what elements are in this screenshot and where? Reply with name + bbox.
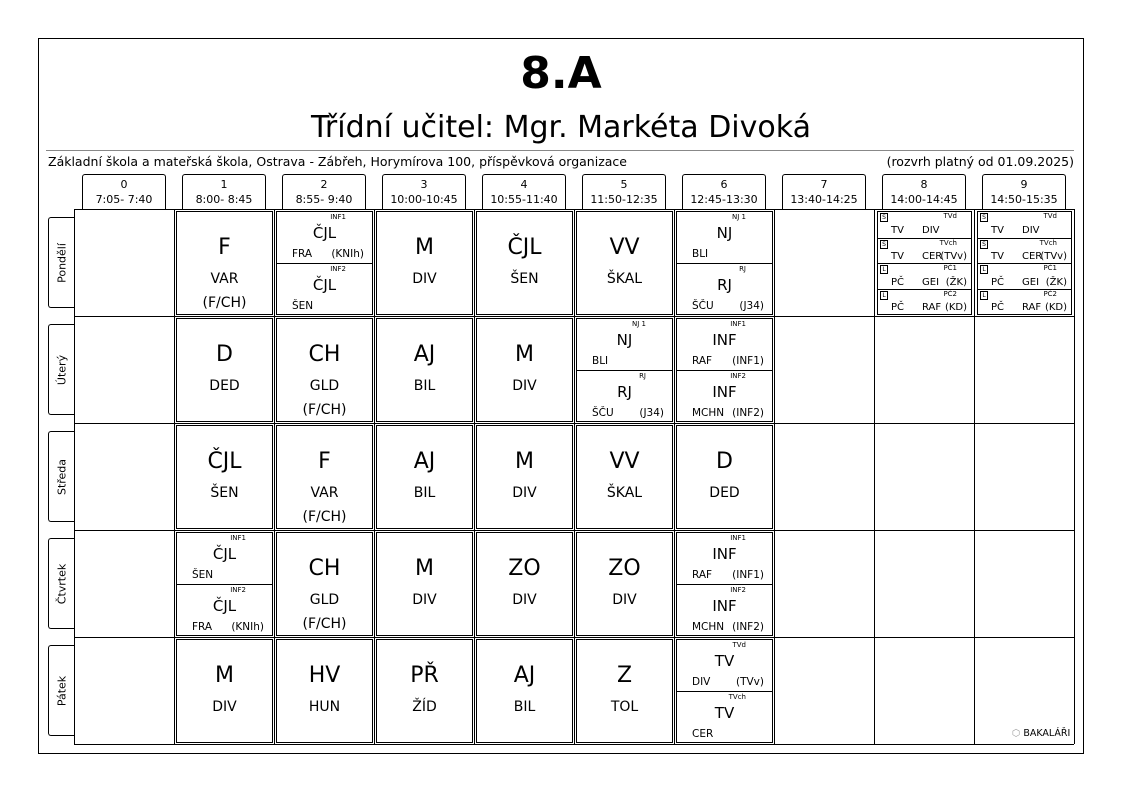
subject-abbr: PČ xyxy=(991,302,1005,313)
hour-number: 6 xyxy=(720,178,728,191)
lesson-quarter xyxy=(978,263,1071,290)
week-cycle-badge: S xyxy=(880,213,888,222)
hour-time: 8:55- 9:40 xyxy=(295,193,353,206)
room-label: (KNIh) xyxy=(331,248,364,260)
grid-col-line xyxy=(874,209,875,744)
group-label: TVch xyxy=(939,238,957,247)
subject-abbr: PŘ xyxy=(410,663,439,688)
lesson-cell xyxy=(676,318,773,422)
teacher-abbr: BLI xyxy=(592,355,609,367)
lesson-half xyxy=(677,640,772,691)
subject-abbr: Z xyxy=(616,663,633,688)
hour-number: 3 xyxy=(420,178,428,191)
group-label: INF2 xyxy=(230,586,246,594)
lesson-half xyxy=(177,533,272,584)
week-cycle-badge: L xyxy=(980,291,988,300)
day-name: Pondělí xyxy=(55,242,68,283)
hour-time: 8:00- 8:45 xyxy=(195,193,253,206)
teacher-abbr: DIV xyxy=(922,224,940,236)
week-cycle-badge: S xyxy=(880,240,888,249)
logo-text: BAKALÁŘI xyxy=(1023,728,1071,739)
bakalari-logo xyxy=(1012,728,1070,740)
subject-abbr: NJ xyxy=(716,224,733,242)
group-label: TVch xyxy=(1039,238,1057,247)
teacher-abbr: DIV xyxy=(412,592,437,608)
day-label xyxy=(48,538,74,629)
teacher-abbr: RAF xyxy=(1022,302,1042,313)
subject-abbr: NJ xyxy=(616,331,633,349)
group-label: RJ xyxy=(639,372,646,380)
subject-abbr: INF xyxy=(712,331,737,349)
lesson-quarter xyxy=(878,263,971,290)
group-label: INF1 xyxy=(230,534,246,542)
hour-header xyxy=(882,174,966,210)
room-label: (J34) xyxy=(639,407,664,419)
hour-header xyxy=(382,174,466,210)
day-name: Čtvrtek xyxy=(55,563,68,604)
lesson-half xyxy=(677,263,772,315)
teacher-abbr: ŠEN xyxy=(210,485,239,501)
header-divider xyxy=(46,150,1074,151)
subject-abbr: TV xyxy=(991,224,1004,236)
subject-abbr: F xyxy=(218,235,231,260)
hour-header xyxy=(282,174,366,210)
subject-abbr: PČ xyxy=(891,276,905,288)
hour-number: 0 xyxy=(120,178,128,191)
lesson-cell xyxy=(676,639,773,743)
hour-header xyxy=(482,174,566,210)
hour-header xyxy=(982,174,1066,210)
subject-abbr: HV xyxy=(308,663,341,688)
subject-abbr: TV xyxy=(991,251,1004,262)
subject-abbr: D xyxy=(716,449,733,474)
room-label: (INF2) xyxy=(732,621,764,633)
hour-number: 7 xyxy=(820,178,828,191)
day-name: Středa xyxy=(55,458,68,495)
group-label: INF2 xyxy=(730,372,746,380)
lesson-cell xyxy=(676,532,773,636)
lesson-half xyxy=(677,533,772,584)
hour-header xyxy=(782,174,866,210)
room-label: (F/CH) xyxy=(302,509,347,525)
subject-abbr: AJ xyxy=(413,342,436,367)
subject-abbr: VV xyxy=(609,449,640,474)
day-label xyxy=(48,431,74,522)
lesson-cell xyxy=(676,211,773,315)
subject-abbr: RJ xyxy=(617,383,632,401)
week-cycle-badge: S xyxy=(980,240,988,249)
room-label: (TVv) xyxy=(735,676,764,688)
teacher-abbr: ŠČU xyxy=(692,300,714,312)
subject-abbr: M xyxy=(215,663,234,688)
teacher-abbr: RAF xyxy=(692,355,713,367)
day-label xyxy=(48,217,74,308)
lesson-cell xyxy=(476,425,573,529)
group-label: TVch xyxy=(728,693,746,701)
lesson-cell xyxy=(376,211,473,315)
day-name: Pátek xyxy=(55,675,68,706)
school-name: Základní škola a mateřská škola, Ostrava - Zábřeh, Horymírova 100, příspěvková organizace xyxy=(48,154,627,169)
grid-row-line xyxy=(74,744,1074,745)
hour-number: 2 xyxy=(320,178,328,191)
room-label: (TVv) xyxy=(1040,251,1067,262)
lesson-cell xyxy=(176,211,273,315)
subject-abbr: TV xyxy=(714,704,735,722)
hour-header xyxy=(82,174,166,210)
lesson-cell xyxy=(576,639,673,743)
subject-abbr: CH xyxy=(308,556,341,581)
hexagon-icon: ⬡ xyxy=(1012,728,1021,739)
lesson-cell xyxy=(676,425,773,529)
teacher-abbr: ŠEN xyxy=(510,271,539,287)
teacher-abbr: DED xyxy=(709,485,740,501)
teacher-abbr: ŠEN xyxy=(292,300,314,312)
grid-col-line xyxy=(374,209,375,744)
teacher-abbr: ŽÍD xyxy=(412,699,437,715)
group-label: INF2 xyxy=(730,586,746,594)
grid-col-line xyxy=(74,209,75,744)
teacher-abbr: ŠEN xyxy=(192,569,214,581)
group-label: RJ xyxy=(739,265,746,273)
teacher-abbr: DIV xyxy=(512,485,537,501)
lesson-cell xyxy=(977,211,1072,315)
teacher-abbr: BIL xyxy=(413,485,436,501)
hour-number: 1 xyxy=(220,178,228,191)
teacher-abbr: GEI xyxy=(922,276,940,288)
hour-header xyxy=(182,174,266,210)
hour-number: 9 xyxy=(1020,178,1028,191)
hour-number: 5 xyxy=(620,178,628,191)
day-label xyxy=(48,645,74,736)
lesson-cell xyxy=(476,318,573,422)
lesson-half xyxy=(177,584,272,636)
lesson-half xyxy=(577,319,672,370)
grid-col-line xyxy=(174,209,175,744)
class-title: 8.A xyxy=(520,48,602,99)
week-cycle-badge: L xyxy=(980,265,988,274)
hour-number: 4 xyxy=(520,178,528,191)
group-label: TVd xyxy=(943,212,957,220)
grid-col-line xyxy=(474,209,475,744)
teacher-abbr: DED xyxy=(209,378,240,394)
teacher-abbr: CER xyxy=(922,251,943,262)
subject-abbr: ČJL xyxy=(312,276,337,294)
hour-time: 10:00-10:45 xyxy=(390,193,458,206)
subject-abbr: VV xyxy=(609,235,640,260)
subject-abbr: ČJL xyxy=(207,449,242,474)
room-label: (F/CH) xyxy=(202,295,247,311)
subject-abbr: TV xyxy=(714,652,735,670)
teacher-abbr: DIV xyxy=(212,699,237,715)
teacher-abbr: DIV xyxy=(412,271,437,287)
teacher-abbr: DIV xyxy=(1022,224,1040,236)
lesson-quarter xyxy=(978,289,1071,316)
lesson-cell xyxy=(276,639,373,743)
teacher-abbr: BIL xyxy=(413,378,436,394)
teacher-abbr: ŠČU xyxy=(592,407,614,419)
lesson-cell xyxy=(376,532,473,636)
lesson-cell xyxy=(376,318,473,422)
group-label: INF1 xyxy=(730,534,746,542)
teacher-abbr: FRA xyxy=(192,621,213,633)
group-label: INF1 xyxy=(330,213,346,221)
lesson-cell xyxy=(576,211,673,315)
subject-abbr: INF xyxy=(712,597,737,615)
grid-col-line xyxy=(274,209,275,744)
subject-abbr: AJ xyxy=(513,663,536,688)
lesson-half xyxy=(677,584,772,636)
lesson-cell xyxy=(176,425,273,529)
hour-time: 14:50-15:35 xyxy=(990,193,1058,206)
lesson-cell xyxy=(476,532,573,636)
week-cycle-badge: L xyxy=(880,265,888,274)
lesson-cell xyxy=(476,639,573,743)
subject-abbr: ČJL xyxy=(507,235,542,260)
subject-abbr: INF xyxy=(712,383,737,401)
room-label: (INF2) xyxy=(732,407,764,419)
lesson-cell xyxy=(276,425,373,529)
group-label: PČ2 xyxy=(1043,289,1057,298)
lesson-cell xyxy=(176,639,273,743)
lesson-cell xyxy=(276,318,373,422)
room-label: (TVv) xyxy=(940,251,967,262)
group-label: PČ2 xyxy=(943,289,957,298)
teacher-abbr: VAR xyxy=(310,485,339,501)
subject-abbr: AJ xyxy=(413,449,436,474)
class-teacher: Třídní učitel: Mgr. Markéta Divoká xyxy=(311,110,811,145)
subject-abbr: ZO xyxy=(508,556,541,581)
teacher-abbr: MCHN xyxy=(692,407,725,419)
teacher-abbr: DIV xyxy=(612,592,637,608)
teacher-abbr: DIV xyxy=(692,676,711,688)
room-label: (INF1) xyxy=(732,355,764,367)
lesson-cell xyxy=(176,532,273,636)
hour-time: 14:00-14:45 xyxy=(890,193,958,206)
lesson-cell xyxy=(877,211,972,315)
lesson-cell xyxy=(576,425,673,529)
teacher-abbr: RAF xyxy=(922,302,942,313)
subject-abbr: ZO xyxy=(608,556,641,581)
lesson-half xyxy=(277,263,372,315)
teacher-abbr: DIV xyxy=(512,378,537,394)
lesson-cell xyxy=(476,211,573,315)
grid-col-line xyxy=(1074,209,1075,744)
lesson-cell xyxy=(276,532,373,636)
subject-abbr: ČJL xyxy=(212,597,237,615)
subject-abbr: INF xyxy=(712,545,737,563)
lesson-cell xyxy=(276,211,373,315)
room-label: (KD) xyxy=(944,302,967,313)
lesson-half xyxy=(277,212,372,263)
subject-abbr: M xyxy=(415,556,434,581)
room-label: (KNIh) xyxy=(231,621,264,633)
lesson-half xyxy=(677,319,772,370)
teacher-abbr: CER xyxy=(1022,251,1043,262)
subject-abbr: M xyxy=(415,235,434,260)
hour-time: 13:40-14:25 xyxy=(790,193,858,206)
subject-abbr: PČ xyxy=(891,302,905,313)
lesson-quarter xyxy=(978,212,1071,238)
teacher-abbr: FRA xyxy=(292,248,313,260)
room-label: (KD) xyxy=(1044,302,1067,313)
lesson-cell xyxy=(376,639,473,743)
lesson-cell xyxy=(376,425,473,529)
hour-time: 12:45-13:30 xyxy=(690,193,758,206)
room-label: (J34) xyxy=(739,300,764,312)
group-label: INF1 xyxy=(730,320,746,328)
group-label: TVd xyxy=(1043,212,1057,220)
hour-header xyxy=(582,174,666,210)
teacher-abbr: HUN xyxy=(308,699,341,715)
validity-date: (rozvrh platný od 01.09.2025) xyxy=(886,154,1074,169)
lesson-quarter xyxy=(878,289,971,316)
group-label: PČ1 xyxy=(1043,264,1057,272)
subject-abbr: ČJL xyxy=(212,545,237,563)
lesson-cell xyxy=(576,318,673,422)
week-cycle-badge: S xyxy=(980,213,988,222)
group-label: NJ 1 xyxy=(632,320,646,328)
hour-time: 7:05- 7:40 xyxy=(95,193,153,206)
subject-abbr: ČJL xyxy=(312,224,337,242)
teacher-abbr: TOL xyxy=(610,699,639,715)
room-label: (F/CH) xyxy=(302,616,347,632)
hour-time: 11:50-12:35 xyxy=(590,193,658,206)
lesson-quarter xyxy=(878,212,971,238)
room-label: (ŽK) xyxy=(1045,276,1067,288)
teacher-abbr: DIV xyxy=(512,592,537,608)
day-label xyxy=(48,324,74,415)
teacher-abbr: GLD xyxy=(309,378,340,394)
teacher-abbr: BLI xyxy=(692,248,709,260)
teacher-abbr: ŠKAL xyxy=(606,271,643,287)
room-label: (F/CH) xyxy=(302,402,347,418)
grid-col-line xyxy=(574,209,575,744)
subject-abbr: D xyxy=(216,342,233,367)
lesson-half xyxy=(577,370,672,422)
room-label: (INF1) xyxy=(732,569,764,581)
lesson-cell xyxy=(576,532,673,636)
teacher-abbr: CER xyxy=(692,728,714,740)
room-label: (ŽK) xyxy=(945,276,967,288)
teacher-abbr: GEI xyxy=(1022,276,1040,288)
teacher-abbr: BIL xyxy=(513,699,536,715)
subject-abbr: M xyxy=(515,449,534,474)
subject-abbr: TV xyxy=(891,251,904,262)
lesson-quarter xyxy=(978,238,1071,265)
lesson-half xyxy=(677,691,772,743)
group-label: TVd xyxy=(732,641,746,649)
grid-col-line xyxy=(974,209,975,744)
subject-abbr: RJ xyxy=(717,276,732,294)
hour-time: 10:55-11:40 xyxy=(490,193,558,206)
day-name: Úterý xyxy=(55,354,68,385)
teacher-abbr: VAR xyxy=(210,271,239,287)
lesson-quarter xyxy=(878,238,971,265)
subject-abbr: F xyxy=(318,449,331,474)
grid-col-line xyxy=(674,209,675,744)
subject-abbr: TV xyxy=(891,224,904,236)
subject-abbr: PČ xyxy=(991,276,1005,288)
grid-col-line xyxy=(774,209,775,744)
group-label: NJ 1 xyxy=(732,213,746,221)
group-label: PČ1 xyxy=(943,264,957,272)
teacher-abbr: ŠKAL xyxy=(606,485,643,501)
subject-abbr: CH xyxy=(308,342,341,367)
teacher-abbr: MCHN xyxy=(692,621,725,633)
lesson-half xyxy=(677,370,772,422)
hour-number: 8 xyxy=(920,178,928,191)
teacher-abbr: GLD xyxy=(309,592,340,608)
lesson-half xyxy=(677,212,772,263)
week-cycle-badge: L xyxy=(880,291,888,300)
lesson-cell xyxy=(176,318,273,422)
subject-abbr: M xyxy=(515,342,534,367)
group-label: INF2 xyxy=(330,265,346,273)
teacher-abbr: RAF xyxy=(692,569,713,581)
hour-header xyxy=(682,174,766,210)
